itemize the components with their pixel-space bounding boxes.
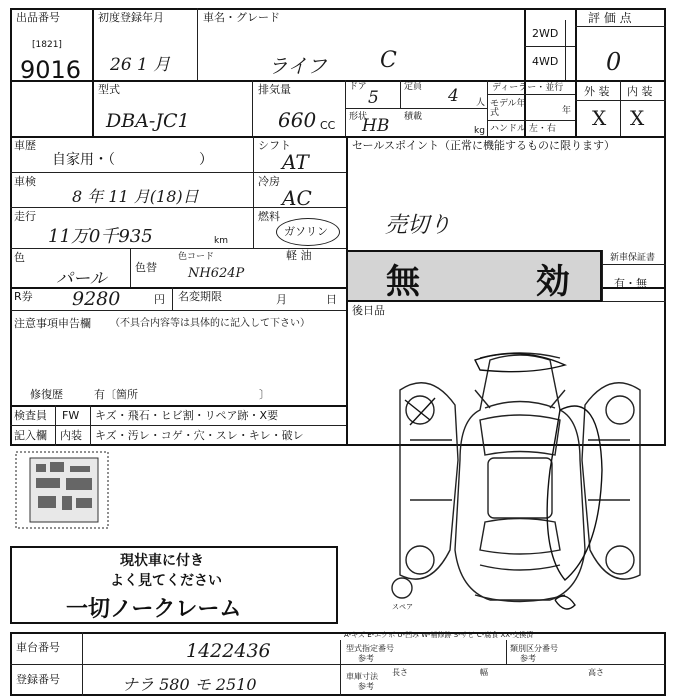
month-unit: 月 <box>276 293 287 306</box>
damage-legend: A-キズ E-エクボ U-凹み W-補修跡 S-サビ C-腐食 XX-交換済 <box>344 631 534 639</box>
fuel-value: ガソリン <box>284 225 328 238</box>
divider <box>400 80 401 108</box>
color-change-label: 色替 <box>135 261 157 274</box>
inspection-value: 8 年 11 月(18)日 <box>72 187 199 206</box>
lot-sub: [1821] <box>32 40 62 50</box>
divider <box>10 310 346 311</box>
shift-label: シフト <box>258 139 291 152</box>
notes-sub: （不具合内容等は具体的に記入して下さい） <box>110 318 310 329</box>
notes-label: 注意事項申告欄 <box>14 317 91 330</box>
void-stamp-text: 無 効 <box>386 262 622 302</box>
handle-label: ハンドル 左・右 <box>490 124 556 134</box>
color-label: 色 <box>14 251 25 264</box>
divider <box>524 46 575 47</box>
chassis-value: 1422436 <box>186 640 271 662</box>
repair-label: 修復歴 <box>30 388 63 401</box>
model-label: 型式 <box>98 83 120 96</box>
category-label: 類別区分番号 <box>510 644 558 653</box>
fuel-alt: 軽 油 <box>286 249 312 262</box>
name-grade-label: 車名・グレード <box>203 11 280 24</box>
interior-check-text: キズ・汚レ・コゲ・穴・スレ・キレ・破レ <box>95 429 304 442</box>
fuel-circle <box>276 218 340 246</box>
warranty-label: 新車保証書 <box>610 253 656 263</box>
category-ref: 参考 <box>520 654 536 663</box>
capacity-label: 定員 <box>404 82 423 92</box>
model-value: DBA-JC1 <box>106 110 190 132</box>
color-code-label: 色コード <box>178 252 215 262</box>
sales-point-value: 売切り <box>385 213 452 238</box>
cc-unit: CC <box>320 119 336 132</box>
divider <box>10 136 666 138</box>
interior-check-label: 内装 <box>60 429 82 442</box>
car-name-value: ライフ <box>268 54 327 78</box>
shape-label: 形状 <box>349 112 368 122</box>
lot-label: 出品番号 <box>16 11 60 24</box>
fourwd-label: 4WD <box>532 55 559 68</box>
divider <box>487 94 575 95</box>
warranty-value: 有・無 <box>614 277 647 290</box>
grade-value: C <box>380 48 397 73</box>
shift-value: AT <box>282 150 309 174</box>
fw-label: FW <box>62 409 80 422</box>
inspection-label: 車検 <box>14 175 36 188</box>
divider <box>10 425 346 426</box>
inspector-label-2: 記入欄 <box>14 429 47 442</box>
color-code-value: NH624P <box>188 266 245 281</box>
divider <box>55 405 56 446</box>
interior-label: 内 装 <box>627 85 653 98</box>
divider <box>252 80 253 136</box>
height-label: 高さ <box>588 668 604 677</box>
divider <box>565 20 566 80</box>
car-damage-diagram <box>380 350 660 620</box>
inspector-label-1: 検査員 <box>14 409 47 422</box>
model-year-label: モデル年式 <box>490 99 526 118</box>
displacement-label: 排気量 <box>258 83 291 96</box>
size-ref: 参考 <box>358 682 374 691</box>
name-change-label: 名変期限 <box>178 290 222 303</box>
recycle-value: 9280 <box>72 288 121 310</box>
rear-seat-label: 後日品 <box>352 304 385 317</box>
type-cert-label: 型式指定番号 <box>346 644 394 653</box>
first-reg-label: 初度登録年月 <box>98 11 164 24</box>
registration-value: ナラ 580 モ 2510 <box>122 675 257 694</box>
divider <box>92 8 94 136</box>
year-unit: 年 <box>562 106 572 116</box>
lot-number: 9016 <box>20 56 82 84</box>
divider <box>487 80 488 136</box>
divider <box>90 405 91 446</box>
interior-value: X <box>630 106 645 130</box>
history-value: 自家用・（ ） <box>52 152 213 168</box>
divider <box>340 640 341 696</box>
divider <box>10 405 346 407</box>
notice-line-3: 一切ノークレーム <box>66 597 242 622</box>
kg-unit: kg <box>474 126 485 136</box>
size-label: 車庫寸法 <box>346 672 378 681</box>
notice-line-2: よく見てください <box>110 573 222 589</box>
load-label: 積載 <box>404 112 423 122</box>
score-label: 評 価 点 <box>588 11 632 25</box>
divider <box>82 632 83 696</box>
twowd-label: 2WD <box>532 27 559 40</box>
score-value: 0 <box>606 48 622 76</box>
divider <box>506 640 507 664</box>
fuel-label: 燃料 <box>258 210 280 223</box>
divider <box>620 80 621 136</box>
repair-value: 有〔箇所 〕 <box>94 388 270 401</box>
yen-unit: 円 <box>154 293 165 306</box>
mileage-value: 11万0千935 <box>48 226 153 247</box>
door-label: ドア <box>349 82 367 92</box>
exterior-value: X <box>592 106 607 130</box>
history-label: 車歴 <box>14 139 36 152</box>
ac-label: 冷房 <box>258 175 280 188</box>
exterior-label: 外 装 <box>584 85 610 98</box>
divider <box>253 136 254 248</box>
divider <box>487 120 575 121</box>
seal-stamp <box>14 450 110 530</box>
divider <box>345 108 487 109</box>
door-value: 5 <box>368 88 379 108</box>
notice-line-1: 現状車に付き <box>120 553 204 569</box>
divider <box>602 264 666 265</box>
dealer-label: ディーラー・並行 <box>492 83 564 93</box>
first-reg-value: 26 1 月 <box>110 55 171 75</box>
capacity-value: 4 <box>448 86 459 106</box>
chassis-label: 車台番号 <box>16 641 60 654</box>
shape-value: HB <box>362 116 390 136</box>
width-label: 幅 <box>480 668 488 677</box>
divider <box>602 250 603 302</box>
ac-value: AC <box>282 186 312 210</box>
color-value: パール <box>56 269 107 289</box>
divider <box>197 8 198 80</box>
divider <box>575 8 577 136</box>
divider <box>575 26 666 27</box>
mileage-label: 走行 <box>14 210 36 223</box>
km-unit: km <box>214 236 228 246</box>
displacement-value: 660 <box>278 108 317 132</box>
sales-point-label: セールスポイント（正常に機能するものに限ります） <box>352 139 616 152</box>
person-unit: 人 <box>476 98 486 108</box>
spare-label: スペア <box>392 603 413 611</box>
recycle-label: R券 <box>14 290 33 303</box>
day-unit: 日 <box>326 293 337 306</box>
fw-text: キズ・飛石・ヒビ割・リペア跡・X要 <box>95 409 279 422</box>
divider <box>10 80 666 82</box>
divider <box>10 664 666 665</box>
length-label: 長さ <box>392 668 408 677</box>
divider <box>130 248 131 287</box>
type-cert-ref: 参考 <box>358 654 374 663</box>
registration-label: 登録番号 <box>16 673 60 686</box>
divider <box>172 287 173 310</box>
